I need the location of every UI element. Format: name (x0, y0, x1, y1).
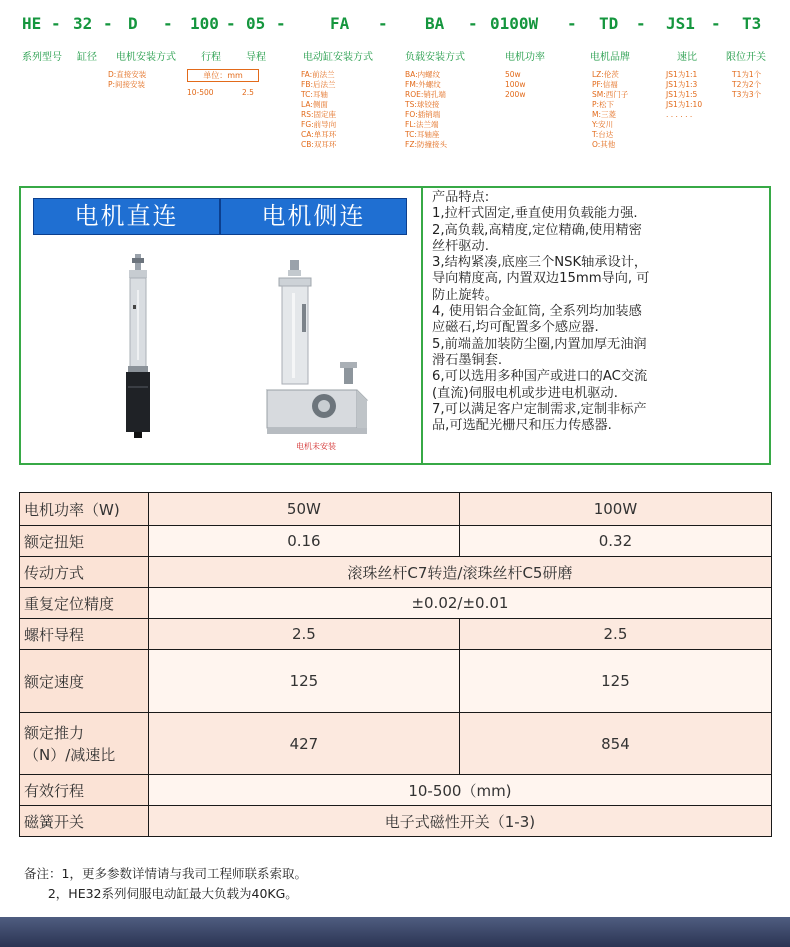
feature-line: 1,拉杆式固定,垂直使用负载能力强. (432, 206, 638, 222)
features-title: 产品特点: (432, 190, 490, 205)
row-label: 重复定位精度 (20, 588, 149, 619)
row-value-100w: 125 (459, 650, 771, 713)
options-limit-switch: T1为1个 T2为2个 T3为3个 (732, 70, 762, 99)
options-motor-brand: LZ:伦茨 PF:信福 SM:西门子 P:松下 M:三菱 Y:安川 T:台达 O:其他 (592, 70, 629, 149)
row-value-100w: 0.32 (459, 526, 771, 557)
table-row (20, 588, 772, 619)
note-line-2: 2，HE32系列伺服电动缸最大负载为40KG。 (24, 886, 298, 901)
row-value-100w: 2.5 (459, 619, 771, 650)
label-motor-brand: 电机品牌 (590, 52, 630, 63)
row-value-merged: 10-500（mm) (148, 775, 771, 806)
options-motor-mount: D:直接安装 P:间接安装 (108, 70, 147, 89)
feature-line: 丝杆驱动. (432, 238, 489, 254)
code-sep: - (163, 14, 173, 33)
options-motor-power: 50w 100w 200w (505, 70, 526, 99)
feature-line: 5,前端盖加装防尘圈,内置加厚无油润 (432, 336, 647, 352)
row-value-100w: 100W (459, 493, 771, 526)
options-ratio: JS1为1:1 JS1为1:3 JS1为1:5 JS1为1:10 . . . . . . (666, 70, 703, 119)
row-value-100w: 854 (459, 713, 771, 775)
footer-bar (0, 917, 790, 947)
product-features (432, 190, 767, 434)
feature-line: 7,可以满足客户定制需求,定制非标产 (432, 401, 647, 417)
code-motor-mount: D (128, 14, 138, 33)
code-sep: - (468, 14, 478, 33)
row-label: 螺杆导程 (20, 619, 149, 650)
row-value-50w: 50W (148, 493, 459, 526)
note-line-1: 备注：1，更多参数详情请与我司工程师联系索取。 (24, 866, 307, 881)
table-row (20, 713, 772, 775)
label-lead: 导程 (246, 52, 266, 63)
row-value-50w: 2.5 (148, 619, 459, 650)
feature-line: 滑石墨铜套. (432, 352, 503, 368)
label-stroke: 行程 (201, 52, 221, 63)
image-caption: 电机未安装 (296, 442, 336, 451)
direct-cylinder-image (110, 250, 170, 440)
label-bore: 缸径 (77, 52, 97, 63)
code-series: HE (22, 14, 42, 33)
code-sep: - (103, 14, 113, 33)
options-lead-value: 2.5 (242, 88, 254, 97)
options-stroke-range: 10-500 (187, 88, 214, 97)
code-lead: 05 (246, 14, 266, 33)
options-load-mount: BA:内螺纹 FM:外螺纹 ROE:销孔端 TS:球铰接 FO:插销端 FL:法兰端 TC:耳轴座 FZ:防撞接头 (405, 70, 447, 149)
row-label: 额定推力 （N）/减速比 (20, 713, 149, 775)
label-ratio: 速比 (677, 52, 697, 63)
notes (24, 864, 307, 904)
row-value-merged: 滚珠丝杆C7转造/滚珠丝杆C5研磨 (148, 557, 771, 588)
table-row (20, 806, 772, 837)
code-sep: - (378, 14, 388, 33)
code-bore: 32 (73, 14, 93, 33)
spec-table (19, 492, 772, 837)
row-label: 传动方式 (20, 557, 149, 588)
feature-line: 防止旋转。 (432, 287, 498, 303)
feature-line: 3,结构紧凑,底座三个NSK轴承设计， (432, 255, 648, 271)
code-sep: - (51, 14, 61, 33)
table-row (20, 650, 772, 713)
code-motor-brand: TD (599, 14, 619, 33)
row-value-merged: ±0.02/±0.01 (148, 588, 771, 619)
tab-side-connect[interactable]: 电机侧连 (261, 202, 366, 230)
stroke-unit-box: 单位：mm (187, 69, 259, 82)
row-label: 额定扭矩 (20, 526, 149, 557)
label-motor-mount: 电机安装方式 (116, 52, 176, 63)
code-motor-power: 0100W (490, 14, 539, 33)
label-motor-power: 电机功率 (505, 52, 545, 63)
label-cylinder-mount: 电动缸安装方式 (303, 52, 373, 63)
row-value-50w: 125 (148, 650, 459, 713)
code-sep: - (226, 14, 236, 33)
row-value-50w: 0.16 (148, 526, 459, 557)
code-sep: - (276, 14, 286, 33)
code-stroke: 100 (190, 14, 219, 33)
code-load-mount: BA (425, 14, 445, 33)
tab-direct-connect[interactable]: 电机直连 (74, 202, 179, 230)
label-load-mount: 负载安装方式 (405, 52, 465, 63)
options-cylinder-mount: FA:前法兰 FB:后法兰 TC:耳轴 LA:侧面 RS:固定座 FG:前导向 CA:单耳环 CB:双耳环 (301, 70, 337, 149)
row-value-merged: 电子式磁性开关（1-3) (148, 806, 771, 837)
feature-line: (直流)伺服电机或步进电机驱动. (432, 385, 618, 401)
row-label: 电机功率（W) (20, 493, 149, 526)
row-label: 额定速度 (20, 650, 149, 713)
code-sep: - (567, 14, 577, 33)
feature-line: 6,可以选用多种国产或进口的AC交流 (432, 369, 648, 385)
connection-tabs (33, 198, 407, 235)
code-cylinder-mount: FA (330, 14, 350, 33)
code-ratio: JS1 (666, 14, 695, 33)
feature-line: 4, 使用铝合金缸筒, 全系列均加装感 (432, 304, 642, 320)
code-sep: - (636, 14, 646, 33)
table-row (20, 619, 772, 650)
label-series: 系列型号 (22, 52, 62, 63)
side-cylinder-image (262, 258, 372, 438)
feature-line: 品,可选配光栅尺和压力传感器. (432, 418, 612, 434)
feature-line: 导向精度高, 内置双边15mm导向, 可 (432, 271, 650, 287)
label-limit-switch: 限位开关 (726, 52, 766, 63)
row-label: 磁簧开关 (20, 806, 149, 837)
code-sep: - (711, 14, 721, 33)
row-value-50w: 427 (148, 713, 459, 775)
feature-line: 应磁石,均可配置多个感应器. (432, 320, 599, 336)
table-row (20, 493, 772, 526)
code-limit-switch: T3 (742, 14, 762, 33)
table-row (20, 775, 772, 806)
row-label: 有效行程 (20, 775, 149, 806)
panel-divider (421, 186, 423, 465)
feature-line: 2,高负载,高精度,定位精确,使用精密 (432, 222, 642, 238)
table-row (20, 557, 772, 588)
table-row (20, 526, 772, 557)
